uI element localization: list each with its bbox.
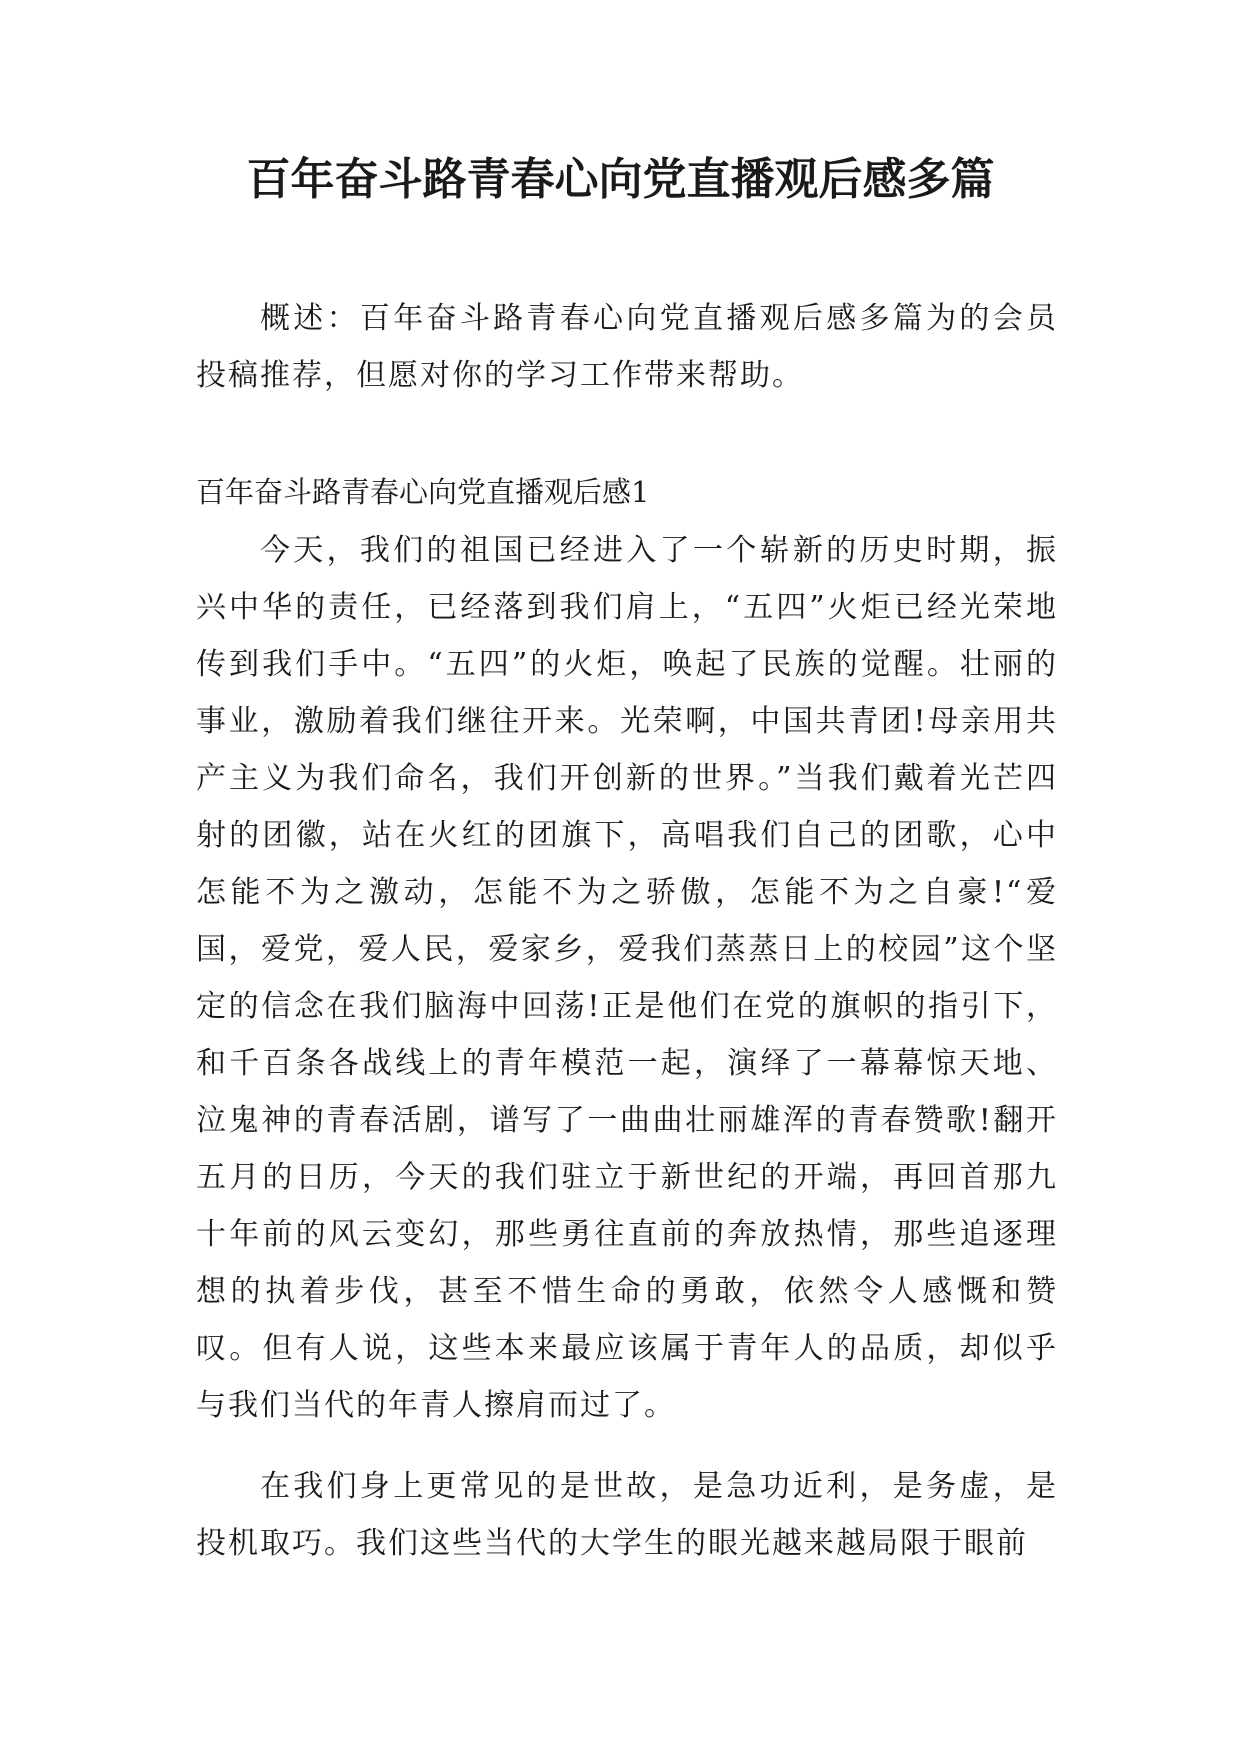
body-paragraph: 今天，我们的祖国已经进入了一个崭新的历史时期，振兴中华的责任，已经落到我们肩上，“五四”火炬已经光荣地传到我们手中。“五四”的火炬，唤起了民族的觉醒。壮丽的事业，激励着我们继往开来。光荣啊，中国共青团!母亲用共产主义为我们命名，我们开创新的世界。”当我们戴着光芒四射的团徽，站在火红的团旗下，高唱我们自己的团歌，心中怎能不为之激动，怎能不为之骄傲，怎能不为之自豪!“爱国，爱党，爱人民，爱家乡，爱我们蒸蒸日上的校园”这个坚定的信念在我们脑海中回荡!正是他们在党的旗帜的指引下，和千百条各战线上的青年模范一起，演绎了一幕幕惊天地、泣鬼神的青春活剧，谱写了一曲曲壮丽雄浑的青春赞歌!翻开五月的日历，今天的我们驻立于新世纪的开端，再回首那九十年前的风云变幻，那些勇往直前的奔放热情，那些追逐理想的执着步伐，甚至不惜生命的勇敢，依然令人感慨和赞叹。但有人说，这些本来最应该属于青年人的品质，却似乎与我们当代的年青人擦肩而过了。 xyxy=(196,533,1058,1423)
summary-paragraph: 概述：百年奋斗路青春心向党直播观后感多篇为的会员投稿推荐，但愿对你的学习工作带来帮助。 xyxy=(196,301,1058,393)
body-paragraph: 在我们身上更常见的是世故，是急功近利，是务虚，是投机取巧。我们这些当代的大学生的眼光越来越局限于眼前 xyxy=(196,1469,1058,1561)
section-heading: 百年奋斗路青春心向党直播观后感1 xyxy=(196,475,650,509)
document-title: 百年奋斗路青春心向党直播观后感多篇 xyxy=(246,154,995,205)
